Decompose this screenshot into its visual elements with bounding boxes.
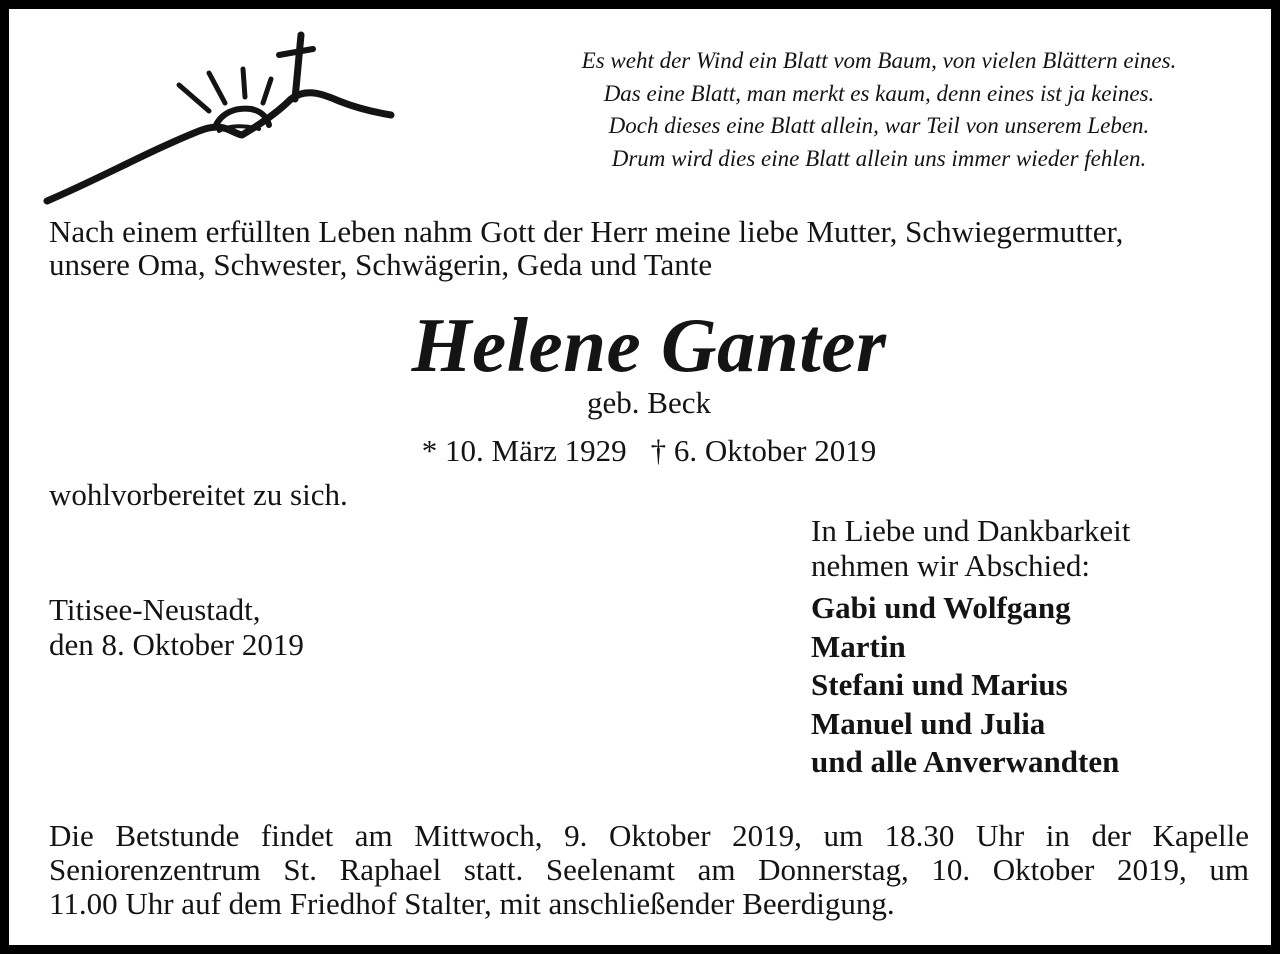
birth-date: * 10. März 1929 [421, 433, 627, 468]
closing-text: wohlvorbereitet zu sich. [49, 477, 348, 512]
poem-line: Drum wird dies eine Blatt allein uns immer wieder fehlen. [611, 145, 1147, 171]
mourning-intro-line: In Liebe und Dankbarkeit [811, 513, 1131, 548]
intro-line: unsere Oma, Schwester, Schwägerin, Geda und Tante [49, 247, 713, 282]
life-dates [9, 433, 1280, 469]
maiden-name: geb. Beck [587, 385, 711, 420]
death-date: † 6. Oktober 2019 [650, 433, 877, 468]
mourner-name: Gabi und Wolfgang [811, 590, 1071, 625]
poem-line: Das eine Blatt, man merkt es kaum, denn eines ist ja keines. [603, 80, 1155, 106]
deceased-name: Helene Ganter [411, 302, 887, 388]
place-line: Titisee-Neustadt, [49, 592, 261, 627]
intro-text [49, 215, 1123, 281]
service-line: Seniorenzentrum St. Raphael statt. Seelenamt am Donnerstag, 10. Oktober 2019, um [49, 852, 1249, 887]
poem [479, 45, 1279, 175]
poem-line: Doch dieses eine Blatt allein, war Teil von unserem Leben. [608, 113, 1150, 138]
poem-line: Es weht der Wind ein Blatt vom Baum, von vielen Blättern eines. [581, 48, 1177, 73]
mourner-name: Martin [811, 628, 906, 664]
cross-on-hill-with-sun-icon [39, 29, 409, 214]
mourner-name: Manuel und Julia [811, 705, 1046, 741]
place-and-date [49, 592, 304, 662]
service-information [49, 819, 1249, 921]
mourning-intro [811, 513, 1130, 583]
intro-line: Nach einem erfüllten Leben nahm Gott der Herr meine liebe Mutter, Schwiegermutter, [49, 214, 1124, 249]
service-line: 11.00 Uhr auf dem Friedhof Stalter, mit anschließender Beerdigung. [49, 886, 895, 921]
mourning-intro-line: nehmen wir Abschied: [811, 548, 1090, 583]
mourner-name: Stefani und Marius [811, 667, 1068, 702]
mourner-name: und alle Anverwandten [811, 744, 1120, 779]
service-line: Die Betstunde findet am Mittwoch, 9. Oktober 2019, um 18.30 Uhr in der Kapelle [49, 818, 1249, 853]
mourners-list [811, 589, 1119, 782]
date-line: den 8. Oktober 2019 [49, 627, 304, 662]
